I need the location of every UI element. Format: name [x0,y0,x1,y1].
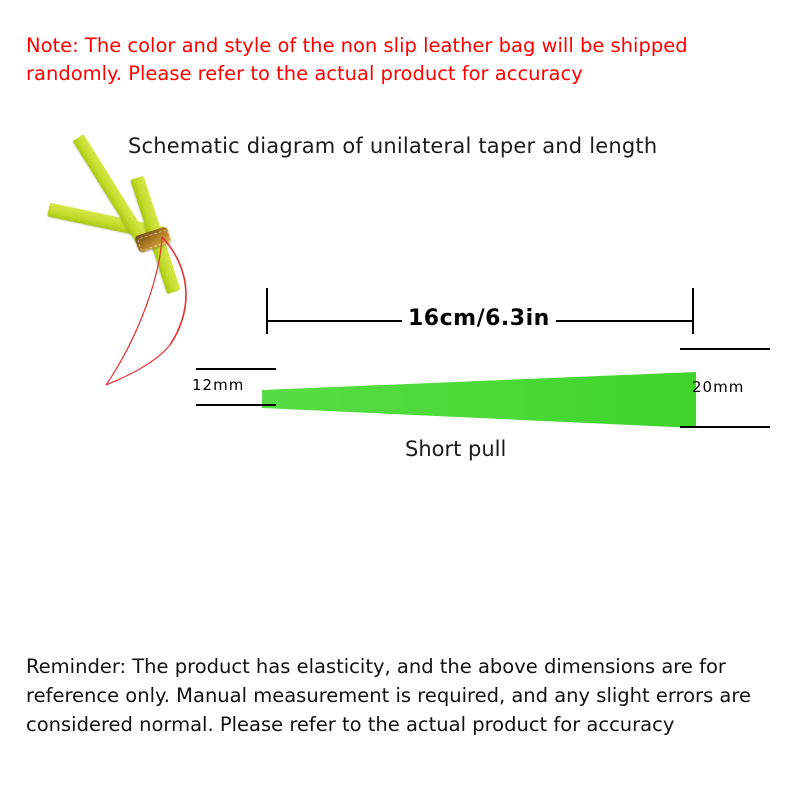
narrow-end-lower-rule [196,404,276,406]
tapered-band-shape [262,372,696,428]
dimension-tick-right [692,288,694,334]
shipping-note: Note: The color and style of the non slip leather bag will be shipped randomly. Please refer to the actual product for accuracy [26,34,688,85]
dimension-tick-left [266,288,268,334]
narrow-end-label: 12mm [192,376,245,394]
wide-end-lower-rule [680,426,770,428]
narrow-end-upper-rule [196,368,276,370]
diagram-caption: Short pull [405,437,507,461]
reminder-note: Reminder: The product has elasticity, and the above dimensions are for reference only. Manual measurement is required, and any slight errors are considered normal. Please refer to the actual product for accuracy [26,655,751,736]
wide-end-label: 20mm [692,378,745,396]
diagram-title: Schematic diagram of unilateral taper and length [128,134,658,158]
length-label: 16cm/6.3in [402,306,556,331]
wide-end-upper-rule [680,348,770,350]
